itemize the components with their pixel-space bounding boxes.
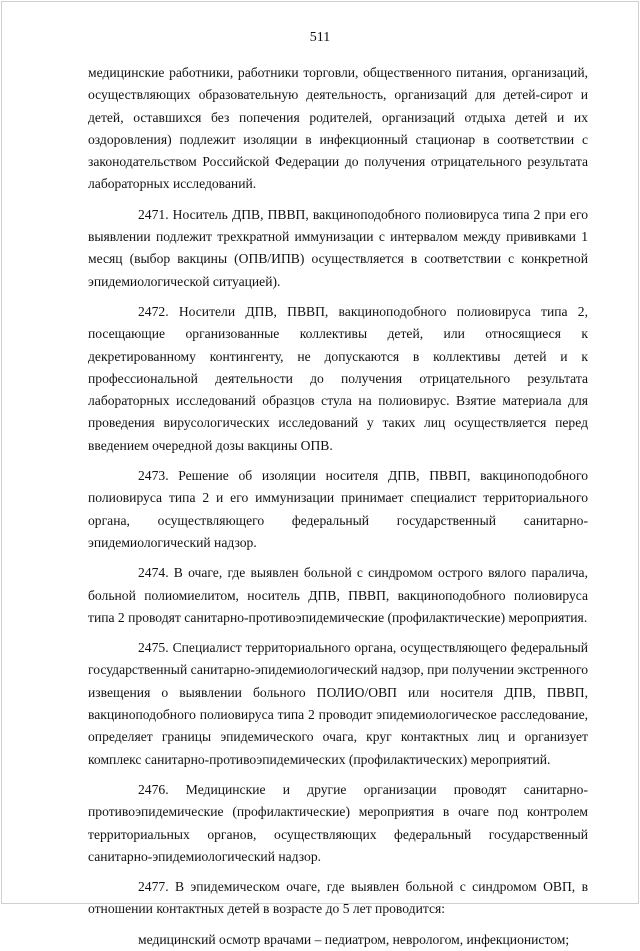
document-body (88, 50, 588, 951)
paragraph-2475: 2475. Специалист территориального органа, осуществляющего федеральный государственный санитарно-эпидемиологический надзор, при получении экстренного извещения о выявлении больного ПОЛИО/ОВП или носителя ДПВ, ПВВП, вакциноподобного полиовируса типа 2 проводит эпидемиологическое расследование, определяет границы эпидемического очага, круг контактных лиц и организует комплекс санитарно-противоэпидемических (профилактических) мероприятий. (88, 640, 588, 767)
paragraph-2476: 2476. Медицинские и другие организации проводят санитарно-противоэпидемические (профилактические) мероприятия в очаге под контролем территориальных органов, осуществляющих федеральный государственный санитарно-эпидемиологический надзор. (88, 781, 588, 864)
list-item: медицинский осмотр врачами – педиатром, неврологом, инфекционистом; (138, 931, 570, 947)
paragraph-2473: 2473. Решение об изоляции носителя ДПВ, ПВВП, вакциноподобного полиовируса типа 2 и его иммунизации принимает специалист территориального органа, осуществляющего федеральный государственный санитарно-эпидемиологический надзор. (88, 468, 588, 550)
paragraph-2472: 2472. Носители ДПВ, ПВВП, вакциноподобного полиовируса типа 2, посещающие организованные коллективы детей, или относящиеся к декретированному контингенту, не допускаются в коллективы детей и к профессиональной деятельности до получения отрицательного результата лабораторных исследований образцов стула на полиовирус. Взятие материала для проведения вирусологических исследований у таких лиц осуществляется перед введением очередной дозы вакцины ОПВ. (88, 303, 588, 453)
paragraph-2471: 2471. Носитель ДПВ, ПВВП, вакциноподобного полиовируса типа 2 при его выявлении подлежит трехкратной иммунизации с интервалом между прививками 1 месяц (выбор вакцины (ОПВ/ИПВ) осуществляется в соответствии с конкретной эпидемиологической ситуацией). (88, 206, 588, 289)
paragraph-2474: 2474. В очаге, где выявлен больной с синдромом острого вялого паралича, больной полиомиелитом, носитель ДПВ, ПВВП, вакциноподобного полиовируса типа 2 проводят санитарно-противоэпидемические (профилактические) мероприятия. (88, 565, 588, 625)
paragraph-2477: 2477. В эпидемическом очаге, где выявлен больной с синдромом ОВП, в отношении контактных детей в возрасте до 5 лет проводится: (88, 879, 588, 917)
paragraph-continuation: медицинские работники, работники торговли, общественного питания, организаций, осуществляющих образовательную деятельность, организаций для детей-сирот и детей, оставшихся без попечения родителей, организаций отдыха детей и их оздоровления) подлежит изоляции в инфекционный стационар в соответствии с законодательством Российской Федерации до получения отрицательного результата лабораторных исследований. (88, 65, 588, 192)
page-number: 511 (309, 30, 331, 45)
